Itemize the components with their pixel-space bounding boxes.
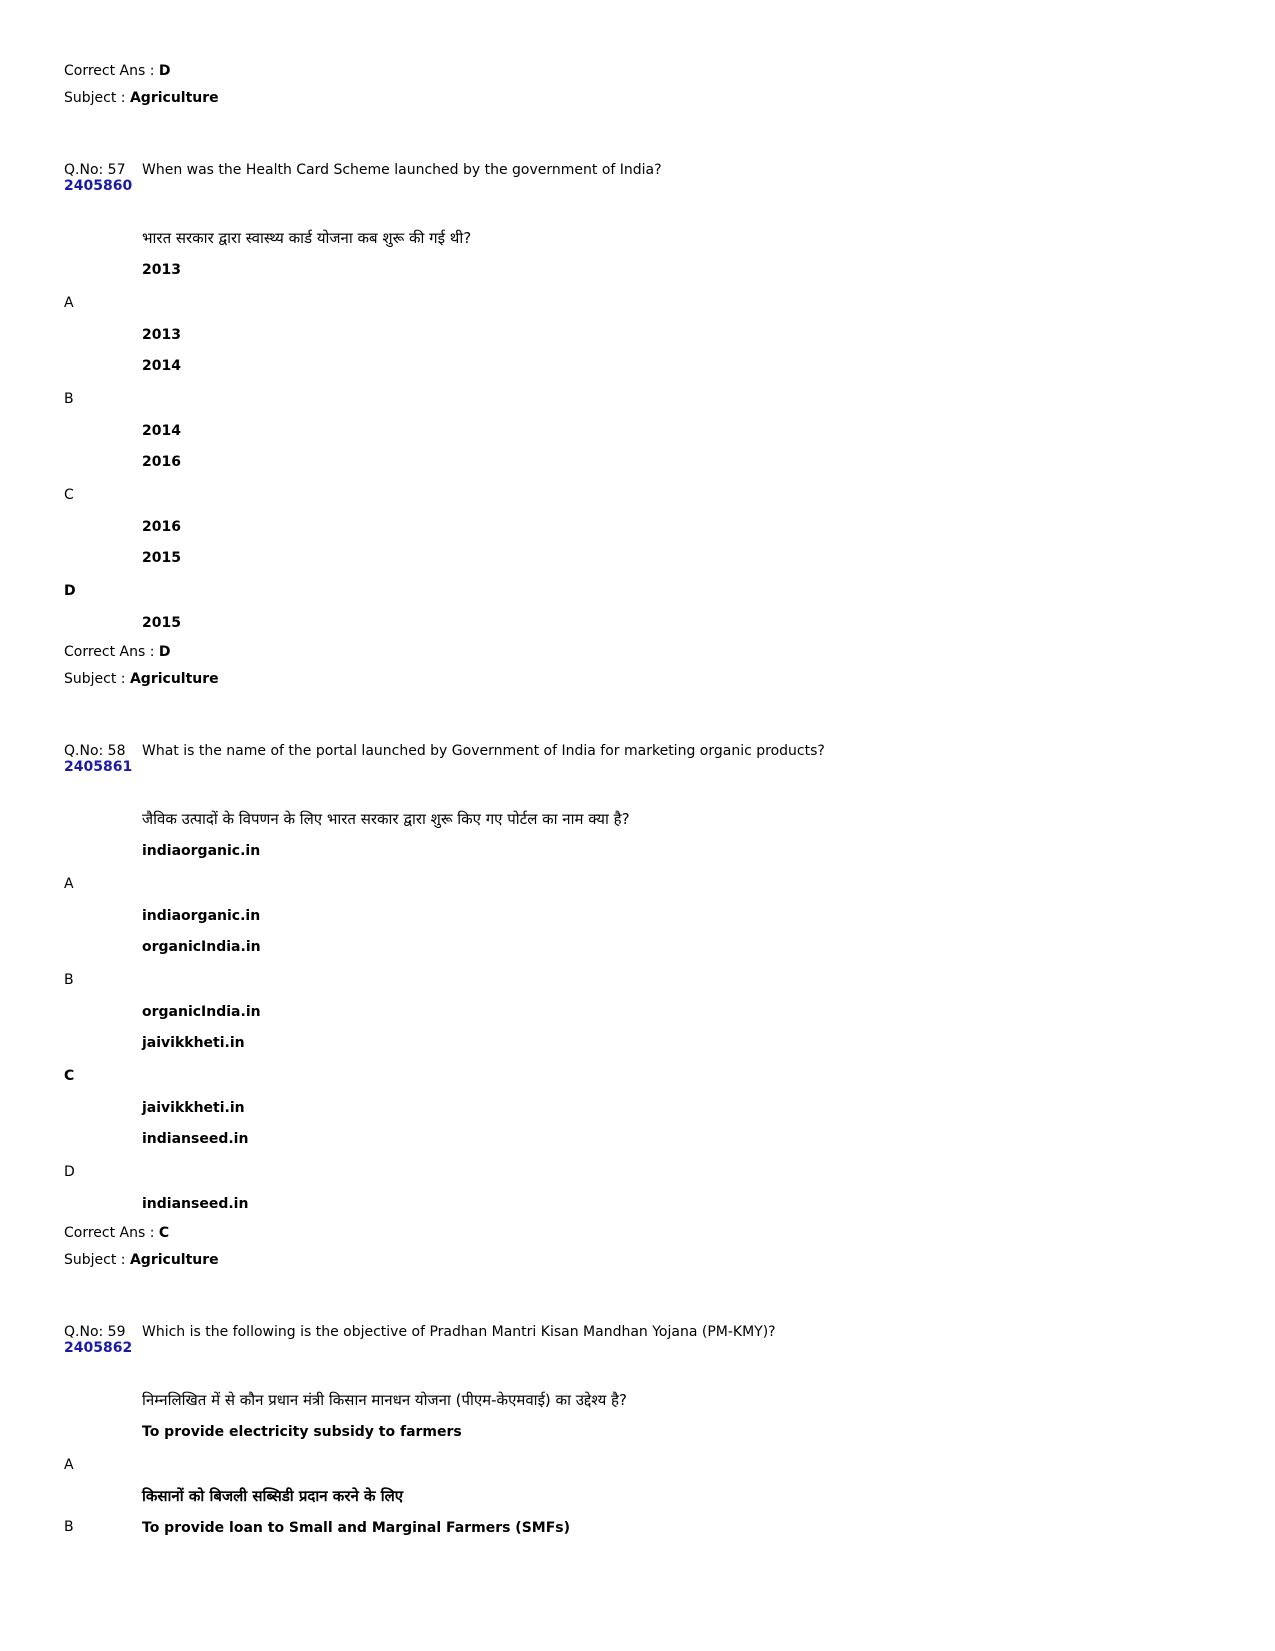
correct-answer-label: Correct Ans : bbox=[64, 1225, 155, 1241]
option-a-label: A bbox=[64, 876, 74, 892]
correct-answer-value: D bbox=[158, 63, 171, 79]
question-text-english: What is the name of the portal launched by Government of India for marketing organic products? bbox=[142, 743, 825, 759]
subject-value: Agriculture bbox=[129, 671, 219, 687]
option-d-hindi: indianseed.in bbox=[142, 1196, 249, 1212]
option-b-hindi: 2014 bbox=[142, 423, 181, 439]
option-c-label: C bbox=[64, 487, 74, 503]
option-d-hindi: 2015 bbox=[142, 615, 181, 631]
question-text-english: Which is the following is the objective of Pradhan Mantri Kisan Mandhan Yojana (PM-KMY)? bbox=[142, 1324, 776, 1340]
question-id: 2405861 bbox=[64, 759, 133, 775]
option-a-hindi: indiaorganic.in bbox=[142, 908, 261, 924]
correct-answer-label: Correct Ans : bbox=[64, 63, 155, 79]
option-c-english: jaivikkheti.in bbox=[142, 1035, 245, 1051]
question-number: Q.No: 59 bbox=[64, 1324, 126, 1340]
option-d-english: 2015 bbox=[142, 550, 181, 566]
option-b-label: B bbox=[64, 972, 74, 988]
subject-row bbox=[64, 89, 219, 107]
subject-row bbox=[64, 670, 219, 688]
option-b-english: To provide loan to Small and Marginal Farmers (SMFs) bbox=[142, 1520, 571, 1536]
subject-row bbox=[64, 1251, 219, 1269]
correct-answer-label: Correct Ans : bbox=[64, 644, 155, 660]
option-c-english: 2016 bbox=[142, 454, 181, 470]
option-d-english: indianseed.in bbox=[142, 1131, 249, 1147]
question-text-hindi: निम्नलिखित में से कौन प्रधान मंत्री किसान मानधन योजना (पीएम-केएमवाई) का उद्देश्य है? bbox=[142, 1391, 627, 1409]
option-d-label: D bbox=[64, 1164, 75, 1180]
subject-label: Subject : bbox=[64, 671, 126, 687]
correct-answer-row bbox=[64, 1224, 169, 1242]
subject-label: Subject : bbox=[64, 1252, 126, 1268]
question-text-english: When was the Health Card Scheme launched by the government of India? bbox=[142, 162, 662, 178]
option-b-label: B bbox=[64, 391, 74, 407]
correct-answer-row bbox=[64, 643, 171, 661]
option-c-hindi: 2016 bbox=[142, 519, 181, 535]
correct-answer-row bbox=[64, 62, 171, 80]
option-b-label: B bbox=[64, 1519, 74, 1535]
option-a-english: indiaorganic.in bbox=[142, 843, 261, 859]
option-a-hindi: किसानों को बिजली सब्सिडी प्रदान करने के लिए bbox=[142, 1487, 404, 1505]
question-number: Q.No: 57 bbox=[64, 162, 126, 178]
correct-answer-value: D bbox=[158, 644, 171, 660]
option-d-label: D bbox=[64, 583, 76, 599]
question-text-hindi: जैविक उत्पादों के विपणन के लिए भारत सरकार द्वारा शुरू किए गए पोर्टल का नाम क्या है? bbox=[142, 810, 630, 828]
question-number: Q.No: 58 bbox=[64, 743, 126, 759]
option-a-english: To provide electricity subsidy to farmers bbox=[142, 1424, 462, 1440]
subject-value: Agriculture bbox=[129, 1252, 219, 1268]
question-text-hindi: भारत सरकार द्वारा स्वास्थ्य कार्ड योजना कब शुरू की गई थी? bbox=[142, 229, 472, 247]
option-a-english: 2013 bbox=[142, 262, 181, 278]
option-a-label: A bbox=[64, 295, 74, 311]
option-a-hindi: 2013 bbox=[142, 327, 181, 343]
question-id: 2405862 bbox=[64, 1340, 133, 1356]
option-b-english: 2014 bbox=[142, 358, 181, 374]
option-a-label: A bbox=[64, 1457, 74, 1473]
question-id: 2405860 bbox=[64, 178, 133, 194]
option-c-hindi: jaivikkheti.in bbox=[142, 1100, 245, 1116]
subject-value: Agriculture bbox=[129, 90, 219, 106]
option-b-hindi: organicIndia.in bbox=[142, 1004, 261, 1020]
correct-answer-value: C bbox=[158, 1225, 170, 1241]
subject-label: Subject : bbox=[64, 90, 126, 106]
option-c-label: C bbox=[64, 1068, 75, 1084]
option-b-english: organicIndia.in bbox=[142, 939, 261, 955]
